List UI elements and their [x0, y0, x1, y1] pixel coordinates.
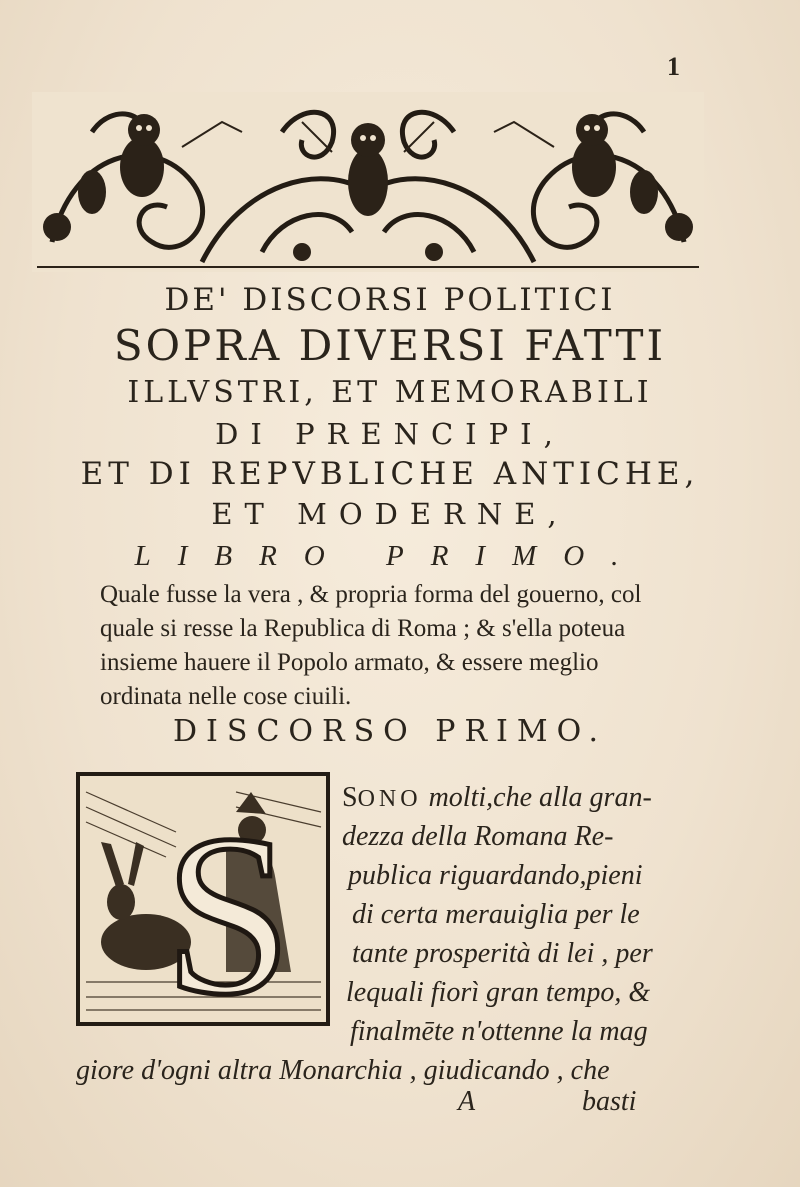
folio-number: 1	[667, 52, 680, 81]
body-line-4: di certa merauiglia per le	[352, 899, 640, 930]
title-line-1: DE' DISCORSI POLITICI	[164, 282, 616, 318]
initial-letter: S	[164, 787, 292, 1026]
body-line-3: publica riguardando,pieni	[348, 860, 643, 891]
historiated-initial	[76, 772, 330, 1026]
drop-cap-continuation: S	[342, 782, 358, 813]
title-block	[40, 280, 740, 578]
title-line-5: ET DI REPVBLICHE ANTICHE,	[80, 456, 700, 492]
title-line-6: ET MODERNE,	[211, 497, 569, 531]
summary-line: Quale fusse la vera , & propria forma del gouerno, col	[100, 581, 642, 608]
body-first-caps: ONO	[357, 786, 422, 812]
discourse-heading: DISCORSO PRIMO.	[173, 714, 607, 749]
body-line-7: finalmēte n'ottenne la mag	[350, 1016, 648, 1047]
title-line-2: SOPRA DIVERSI FATTI	[113, 321, 667, 370]
catchword: basti	[582, 1086, 637, 1117]
body-line-5: tante prosperità di lei , per	[352, 938, 653, 969]
summary-line: ordinata nelle cose ciuili.	[100, 683, 352, 710]
woodcut-headpiece-ornament	[32, 92, 704, 272]
title-line-4: DI PRENCIPI,	[215, 417, 565, 451]
body-line-8: giore d'ogni altra Monarchia , giudicando , che	[76, 1055, 610, 1086]
summary-line: quale si resse la Republica di Roma ; & s'ella poteua	[100, 615, 626, 642]
body-line-6: lequali fiorì gran tempo, &	[346, 977, 651, 1008]
body-text: molti,che alla gran-	[428, 782, 652, 813]
chapter-summary	[100, 578, 700, 714]
body-line-2: dezza della Romana Re-	[342, 821, 614, 852]
signature-mark: A	[458, 1086, 476, 1117]
summary-line: insieme hauere il Popolo armato, & essere meglio	[100, 649, 599, 676]
book-number: LIBRO PRIMO.	[134, 540, 646, 572]
body-line-1	[342, 778, 652, 819]
title-line-3: ILLVSTRI, ET MEMORABILI	[127, 375, 653, 410]
